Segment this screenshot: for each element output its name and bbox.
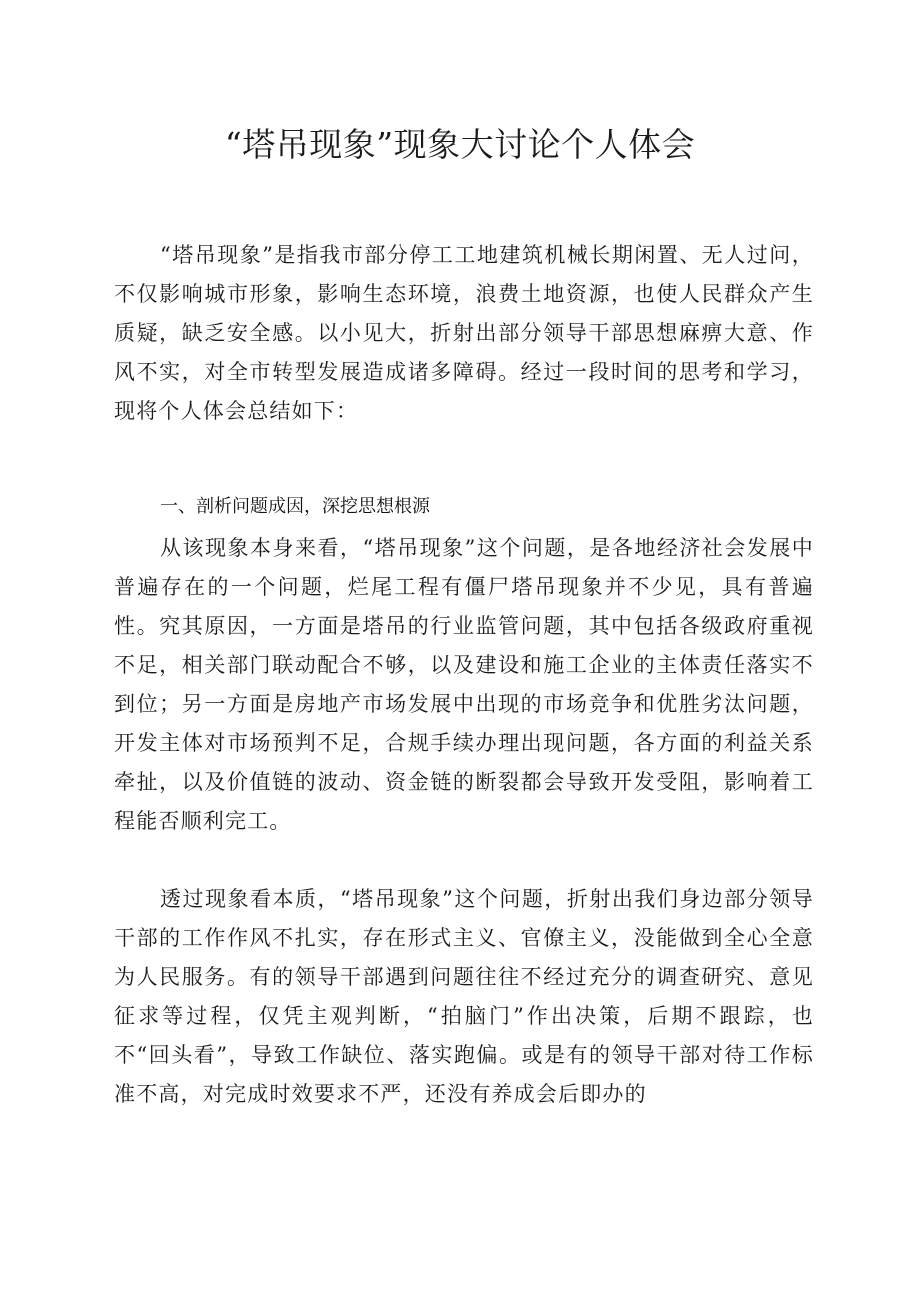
section-1-paragraph-1-block (114, 529, 814, 841)
document-title: “塔吊现象”现象大讨论个人体会 (224, 125, 696, 164)
section-1-paragraph-2-block (114, 880, 814, 1114)
intro-paragraph: “塔吊现象”是指我市部分停工工地建筑机械长期闲置、无人过问，不仅影响城市形象，影响生态环境，浪费土地资源，也使人民群众产生质疑，缺乏安全感。以小见大，折射出部分领导干部思想麻痹大意、作风不实，对全市转型发展造成诸多障碍。经过一段时间的思考和学习，现将个人体会总结如下： (114, 243, 814, 423)
body-paragraph: 从该现象本身来看，“塔吊现象”这个问题，是各地经济社会发展中普遍存在的一个问题，烂尾工程有僵尸塔吊现象并不少见，具有普遍性。究其原因，一方面是塔吊的行业监管问题，其中包括各级政府重视不足，相关部门联动配合不够，以及建设和施工企业的主体责任落实不到位；另一方面是房地产市场发展中出现的市场竞争和优胜劣汰问题，开发主体对市场预判不足，合规手续办理出现问题，各方面的利益关系牵扯，以及价值链的波动、资金链的断裂都会导致开发受阻，影响着工程能否顺利完工。 (114, 536, 814, 833)
intro-block (114, 236, 814, 431)
section-heading: 一、剖析问题成因，深挖思想根源 (160, 496, 430, 517)
body-paragraph: 透过现象看本质，“塔吊现象”这个问题，折射出我们身边部分领导干部的工作作风不扎实，存在形式主义、官僚主义，没能做到全心全意为人民服务。有的领导干部遇到问题往往不经过充分的调查研究、意见征求等过程，仅凭主观判断，“拍脑门”作出决策，后期不跟踪，也不“回头看”，导致工作缺位、落实跑偏。或是有的领导干部对待工作标准不高，对完成时效要求不严，还没有养成会后即办的 (114, 887, 814, 1106)
